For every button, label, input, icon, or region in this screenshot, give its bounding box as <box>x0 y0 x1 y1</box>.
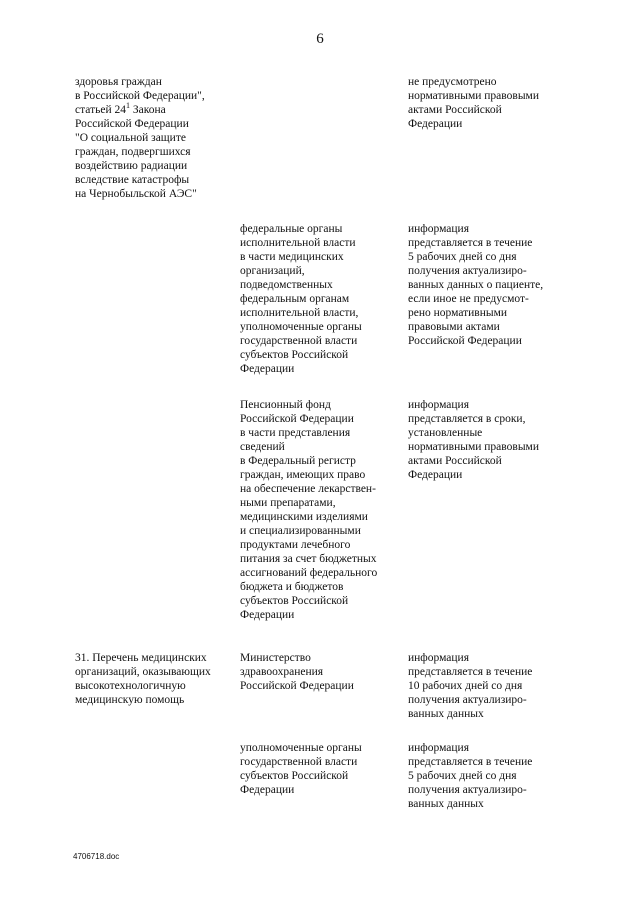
text-line: представляется в течение <box>408 237 533 249</box>
row-0-col-1 <box>75 75 235 201</box>
text-line: федеральные органы <box>240 223 343 235</box>
text-line: информация <box>408 742 469 754</box>
row-1-col-2 <box>240 222 400 376</box>
text-line: воздействию радиации <box>75 160 188 172</box>
text-line: вследствие катастрофы <box>75 174 190 186</box>
text-line: актами Российской <box>408 455 502 467</box>
text-line: правовыми актами <box>408 321 500 333</box>
text-line: ванных данных <box>408 798 484 810</box>
text-line: Российской Федерации <box>240 413 354 425</box>
text-line: на обеспечение лекарствен- <box>240 483 376 495</box>
text-line: государственной власти <box>240 335 358 347</box>
row-1-col-3 <box>408 222 578 348</box>
text-line: организаций, <box>240 265 305 277</box>
text-line: Российской Федерации <box>240 680 354 692</box>
text-line: 31. Перечень медицинских <box>75 652 207 664</box>
text-line: представляется в сроки, <box>408 413 526 425</box>
text-line: ными препаратами, <box>240 497 336 509</box>
text-line: исполнительной власти <box>240 237 356 249</box>
text-line: граждан, подвергшихся <box>75 146 191 158</box>
text-line: ванных данных о пациенте, <box>408 279 544 291</box>
text-line: Пенсионный фонд <box>240 399 331 411</box>
text-line: Министерство <box>240 652 311 664</box>
row-0-col-3 <box>408 75 578 131</box>
text-line: и специализированными <box>240 525 361 537</box>
row-3-col-3 <box>408 651 578 721</box>
text-line: питания за счет бюджетных <box>240 553 377 565</box>
text-line: информация <box>408 399 469 411</box>
text-line: исполнительной власти, <box>240 307 359 319</box>
text-line: информация <box>408 223 469 235</box>
row-3-col-1 <box>75 651 235 707</box>
text-line: медицинскую помощь <box>75 694 185 706</box>
text-line: рено нормативными <box>408 307 508 319</box>
text-line: Российской Федерации <box>408 335 522 347</box>
text-line: здравоохранения <box>240 666 324 678</box>
text-line: продуктами лечебного <box>240 539 351 551</box>
text-line: установленные <box>408 427 483 439</box>
text-line: Федерации <box>240 784 295 796</box>
text-line: граждан, имеющих право <box>240 469 366 481</box>
text-line: в части медицинских <box>240 251 344 263</box>
text-line: подведомственных <box>240 279 333 291</box>
text-line: субъектов Российской <box>240 595 349 607</box>
text-line: уполномоченные органы <box>240 321 362 333</box>
row-2-col-3 <box>408 398 578 482</box>
text-line: не предусмотрено <box>408 76 497 88</box>
text-line: представляется в течение <box>408 666 533 678</box>
text-line: представляется в течение <box>408 756 533 768</box>
text-line: в части представления <box>240 427 351 439</box>
text-fragment: статьей 24 <box>75 104 126 116</box>
text-line: получения актуализиро- <box>408 784 527 796</box>
text-line: 5 рабочих дней со дня <box>408 770 517 782</box>
text-line: актами Российской <box>408 104 502 116</box>
text-line: 5 рабочих дней со дня <box>408 251 517 263</box>
text-line: сведений <box>240 441 285 453</box>
text-line: если иное не предусмот- <box>408 293 529 305</box>
row-2-col-2 <box>240 398 400 622</box>
text-line: уполномоченные органы <box>240 742 362 754</box>
text-line: нормативными правовыми <box>408 90 539 102</box>
text-line: Российской Федерации <box>75 118 189 130</box>
text-line: Федерации <box>408 469 463 481</box>
text-line: Федерации <box>240 609 295 621</box>
text-line: высокотехнологичную <box>75 680 186 692</box>
page-number: 6 <box>316 31 324 47</box>
text-line: ванных данных <box>408 708 484 720</box>
text-line: получения актуализиро- <box>408 694 527 706</box>
footer-filename: 4706718.doc <box>73 852 120 861</box>
text-line: субъектов Российской <box>240 349 349 361</box>
text-line: организаций, оказывающих <box>75 666 211 678</box>
text-line: получения актуализиро- <box>408 265 527 277</box>
text-line: здоровья граждан <box>75 76 162 88</box>
text-line <box>75 103 235 117</box>
text-line: бюджета и бюджетов <box>240 581 344 593</box>
text-line: государственной власти <box>240 756 358 768</box>
row-4-col-2 <box>240 741 400 797</box>
text-line: в Российской Федерации", <box>75 90 205 102</box>
text-line: Федерации <box>240 363 295 375</box>
text-line: субъектов Российской <box>240 770 349 782</box>
text-line: ассигнований федерального <box>240 567 378 579</box>
text-line: "О социальной защите <box>75 132 186 144</box>
text-line: нормативными правовыми <box>408 441 539 453</box>
superscript: 1 <box>125 101 130 111</box>
text-line: федеральным органам <box>240 293 350 305</box>
row-4-col-3 <box>408 741 578 811</box>
row-3-col-2 <box>240 651 400 693</box>
text-line: в Федеральный регистр <box>240 455 356 467</box>
text-line: на Чернобыльской АЭС" <box>75 188 197 200</box>
text-line: 10 рабочих дней со дня <box>408 680 523 692</box>
text-fragment: Закона <box>129 104 166 116</box>
text-line: Федерации <box>408 118 463 130</box>
text-line: информация <box>408 652 469 664</box>
text-line: медицинскими изделиями <box>240 511 368 523</box>
